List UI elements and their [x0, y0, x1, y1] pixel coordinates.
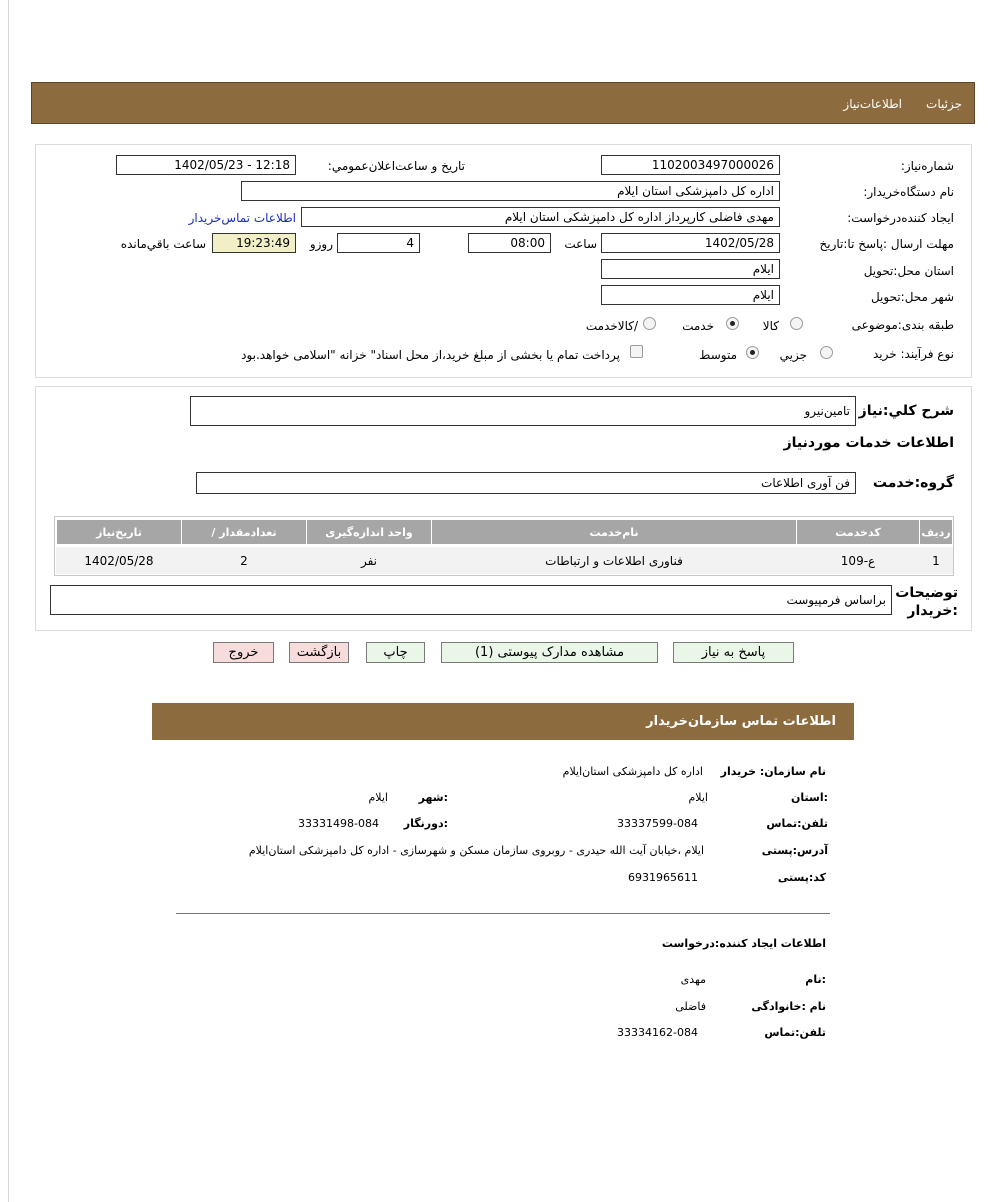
cell-name: فناوری اطلاعات و ارتباطات: [545, 554, 683, 568]
contact-postal-label: کد:پستی: [777, 871, 826, 884]
contact-address-label: آدرس:پستی: [761, 844, 828, 857]
contact-postal-value: 6931965611: [628, 871, 698, 884]
buyer-org-field: اداره کل دامپزشکی استان ایلام: [241, 181, 780, 201]
reply-button[interactable]: پاسخ به نياز: [673, 642, 794, 663]
print-button[interactable]: چاپ: [366, 642, 425, 663]
buyer-org-label: نام دستگاه‌خريدار:: [863, 185, 954, 199]
process-medium-label: متوسط: [699, 348, 737, 362]
creator-section-title: اطلاعات ايجاد کننده:درخواست: [661, 937, 826, 950]
buyer-notes-label: توضيحات: [895, 585, 958, 601]
category-goods-service-label: /کالاخدمت: [585, 319, 638, 333]
days-label: روزو: [309, 237, 333, 251]
creator-field: مهدی فاضلی کارپرداز اداره کل دامپزشکی استان ایلام: [301, 207, 780, 227]
creator-phone-value: 33334162-084: [617, 1026, 698, 1039]
creator-family-label: نام :خانوادگی: [751, 1000, 826, 1013]
col-qty-header: / تعدادمقدار: [181, 519, 307, 545]
service-group-field: فن آوری اطلاعات: [196, 472, 856, 494]
need-number-field: 1102003497000026: [601, 155, 780, 175]
exit-button[interactable]: خروج: [213, 642, 274, 663]
announce-label: تاريخ و ساعت‌اعلان‌عمومي:: [327, 159, 465, 173]
contact-fax-value: 33331498-084: [298, 817, 379, 830]
cell-unit: نفر: [360, 554, 378, 568]
col-code-header: کدخدمت: [796, 519, 920, 545]
contact-province-value: ایلام: [688, 791, 708, 804]
org-value: اداره کل دامپزشکی استان‌ایلام: [562, 765, 703, 778]
days-field: 4: [337, 233, 420, 253]
category-label: طبقه بندی:موضوعی: [851, 318, 954, 332]
col-date-header: تاريخ‌نياز: [56, 519, 182, 545]
category-goods-service-radio[interactable]: [643, 317, 656, 330]
contact-address-value: ایلام ،خیابان آیت الله حیدری - روبروی سازمان مسکن و شهرسازی - اداره کل دامپزشکی استان‌ایلام: [248, 844, 704, 857]
category-service-label: خدمت: [682, 319, 714, 333]
col-name-header: نام‌خدمت: [431, 519, 797, 545]
remaining-time-field: 19:23:49: [212, 233, 296, 253]
col-row-header: رديف: [919, 519, 953, 545]
cell-row: 1: [932, 554, 940, 568]
page-left-border: [8, 0, 9, 1202]
process-minor-radio[interactable]: [820, 346, 833, 359]
process-label: نوع فرآيند: خريد: [873, 347, 954, 361]
page-header-bar: [31, 82, 975, 124]
creator-label: ايجاد کننده‌درخواست:: [847, 211, 954, 225]
deadline-time-field: 08:00: [468, 233, 551, 253]
need-form-panel: [35, 144, 972, 378]
creator-name-value: مهدی: [680, 973, 706, 986]
category-goods-label: کالا: [762, 319, 779, 333]
creator-phone-label: تلفن:تماس: [764, 1026, 826, 1039]
description-field: تامین‌نیرو: [190, 396, 856, 426]
province-label: استان محل:تحويل: [863, 264, 954, 278]
process-minor-label: جزيي: [779, 348, 807, 362]
province-field: ایلام: [601, 259, 780, 279]
cell-code: ع-109: [840, 554, 876, 568]
announce-date-field: 1402/05/23 - 12:18: [116, 155, 296, 175]
contact-province-label: :استان: [791, 791, 828, 804]
contact-header-title: اطلاعات تماس سازمان‌خريدار: [646, 714, 836, 729]
service-group-label: گروه:خدمت: [872, 475, 954, 491]
city-label: شهر محل:تحويل: [870, 290, 954, 304]
org-label: نام سازمان: خريدار: [720, 765, 826, 778]
section-divider: [176, 913, 830, 914]
contact-city-value: ایلام: [368, 791, 388, 804]
creator-name-label: :نام: [805, 973, 826, 986]
contact-fax-label: :دورنگار: [403, 817, 448, 830]
buyer-notes-field: براساس فرمپیوست: [50, 585, 892, 615]
tab-details[interactable]: جزئيات: [926, 97, 962, 111]
deadline-date-field: 1402/05/28: [601, 233, 780, 253]
contact-phone-value: 33337599-084: [617, 817, 698, 830]
cell-qty: 2: [240, 554, 248, 568]
need-number-label: شماره‌نياز:: [900, 159, 954, 173]
buyer-notes-label-2: :خريدار: [907, 603, 958, 619]
col-unit-header: واحد اندازه‌گيری: [306, 519, 432, 545]
contact-phone-label: تلفن:تماس: [766, 817, 828, 830]
back-button[interactable]: بازگشت: [289, 642, 349, 663]
treasury-payment-checkbox[interactable]: [630, 345, 643, 358]
buyer-contact-link[interactable]: اطلاعات تماس‌خريدار: [188, 211, 296, 225]
deadline-time-label: ساعت: [564, 237, 597, 251]
deadline-label: مهلت ارسال :پاسخ تا:تاريخ: [819, 237, 954, 251]
remaining-time-label: ساعت باقي‌مانده: [120, 237, 206, 251]
description-label: شرح کلي:نياز: [858, 403, 954, 419]
category-service-radio[interactable]: [726, 317, 739, 330]
tab-need-info[interactable]: اطلاعات‌نياز: [843, 97, 902, 111]
view-attachments-button[interactable]: مشاهده مدارک پيوستی (1): [441, 642, 658, 663]
creator-family-value: فاضلی: [675, 1000, 706, 1013]
services-title: اطلاعات خدمات موردنياز: [783, 435, 954, 451]
process-medium-radio[interactable]: [746, 346, 759, 359]
city-field: ایلام: [601, 285, 780, 305]
category-goods-radio[interactable]: [790, 317, 803, 330]
cell-date: 1402/05/28: [84, 554, 154, 568]
contact-city-label: :شهر: [418, 791, 448, 804]
treasury-payment-note: پرداخت تمام يا بخشی از مبلغ خريد،از محل اسناد" خزانه "اسلامی خواهد.بود: [241, 348, 620, 362]
